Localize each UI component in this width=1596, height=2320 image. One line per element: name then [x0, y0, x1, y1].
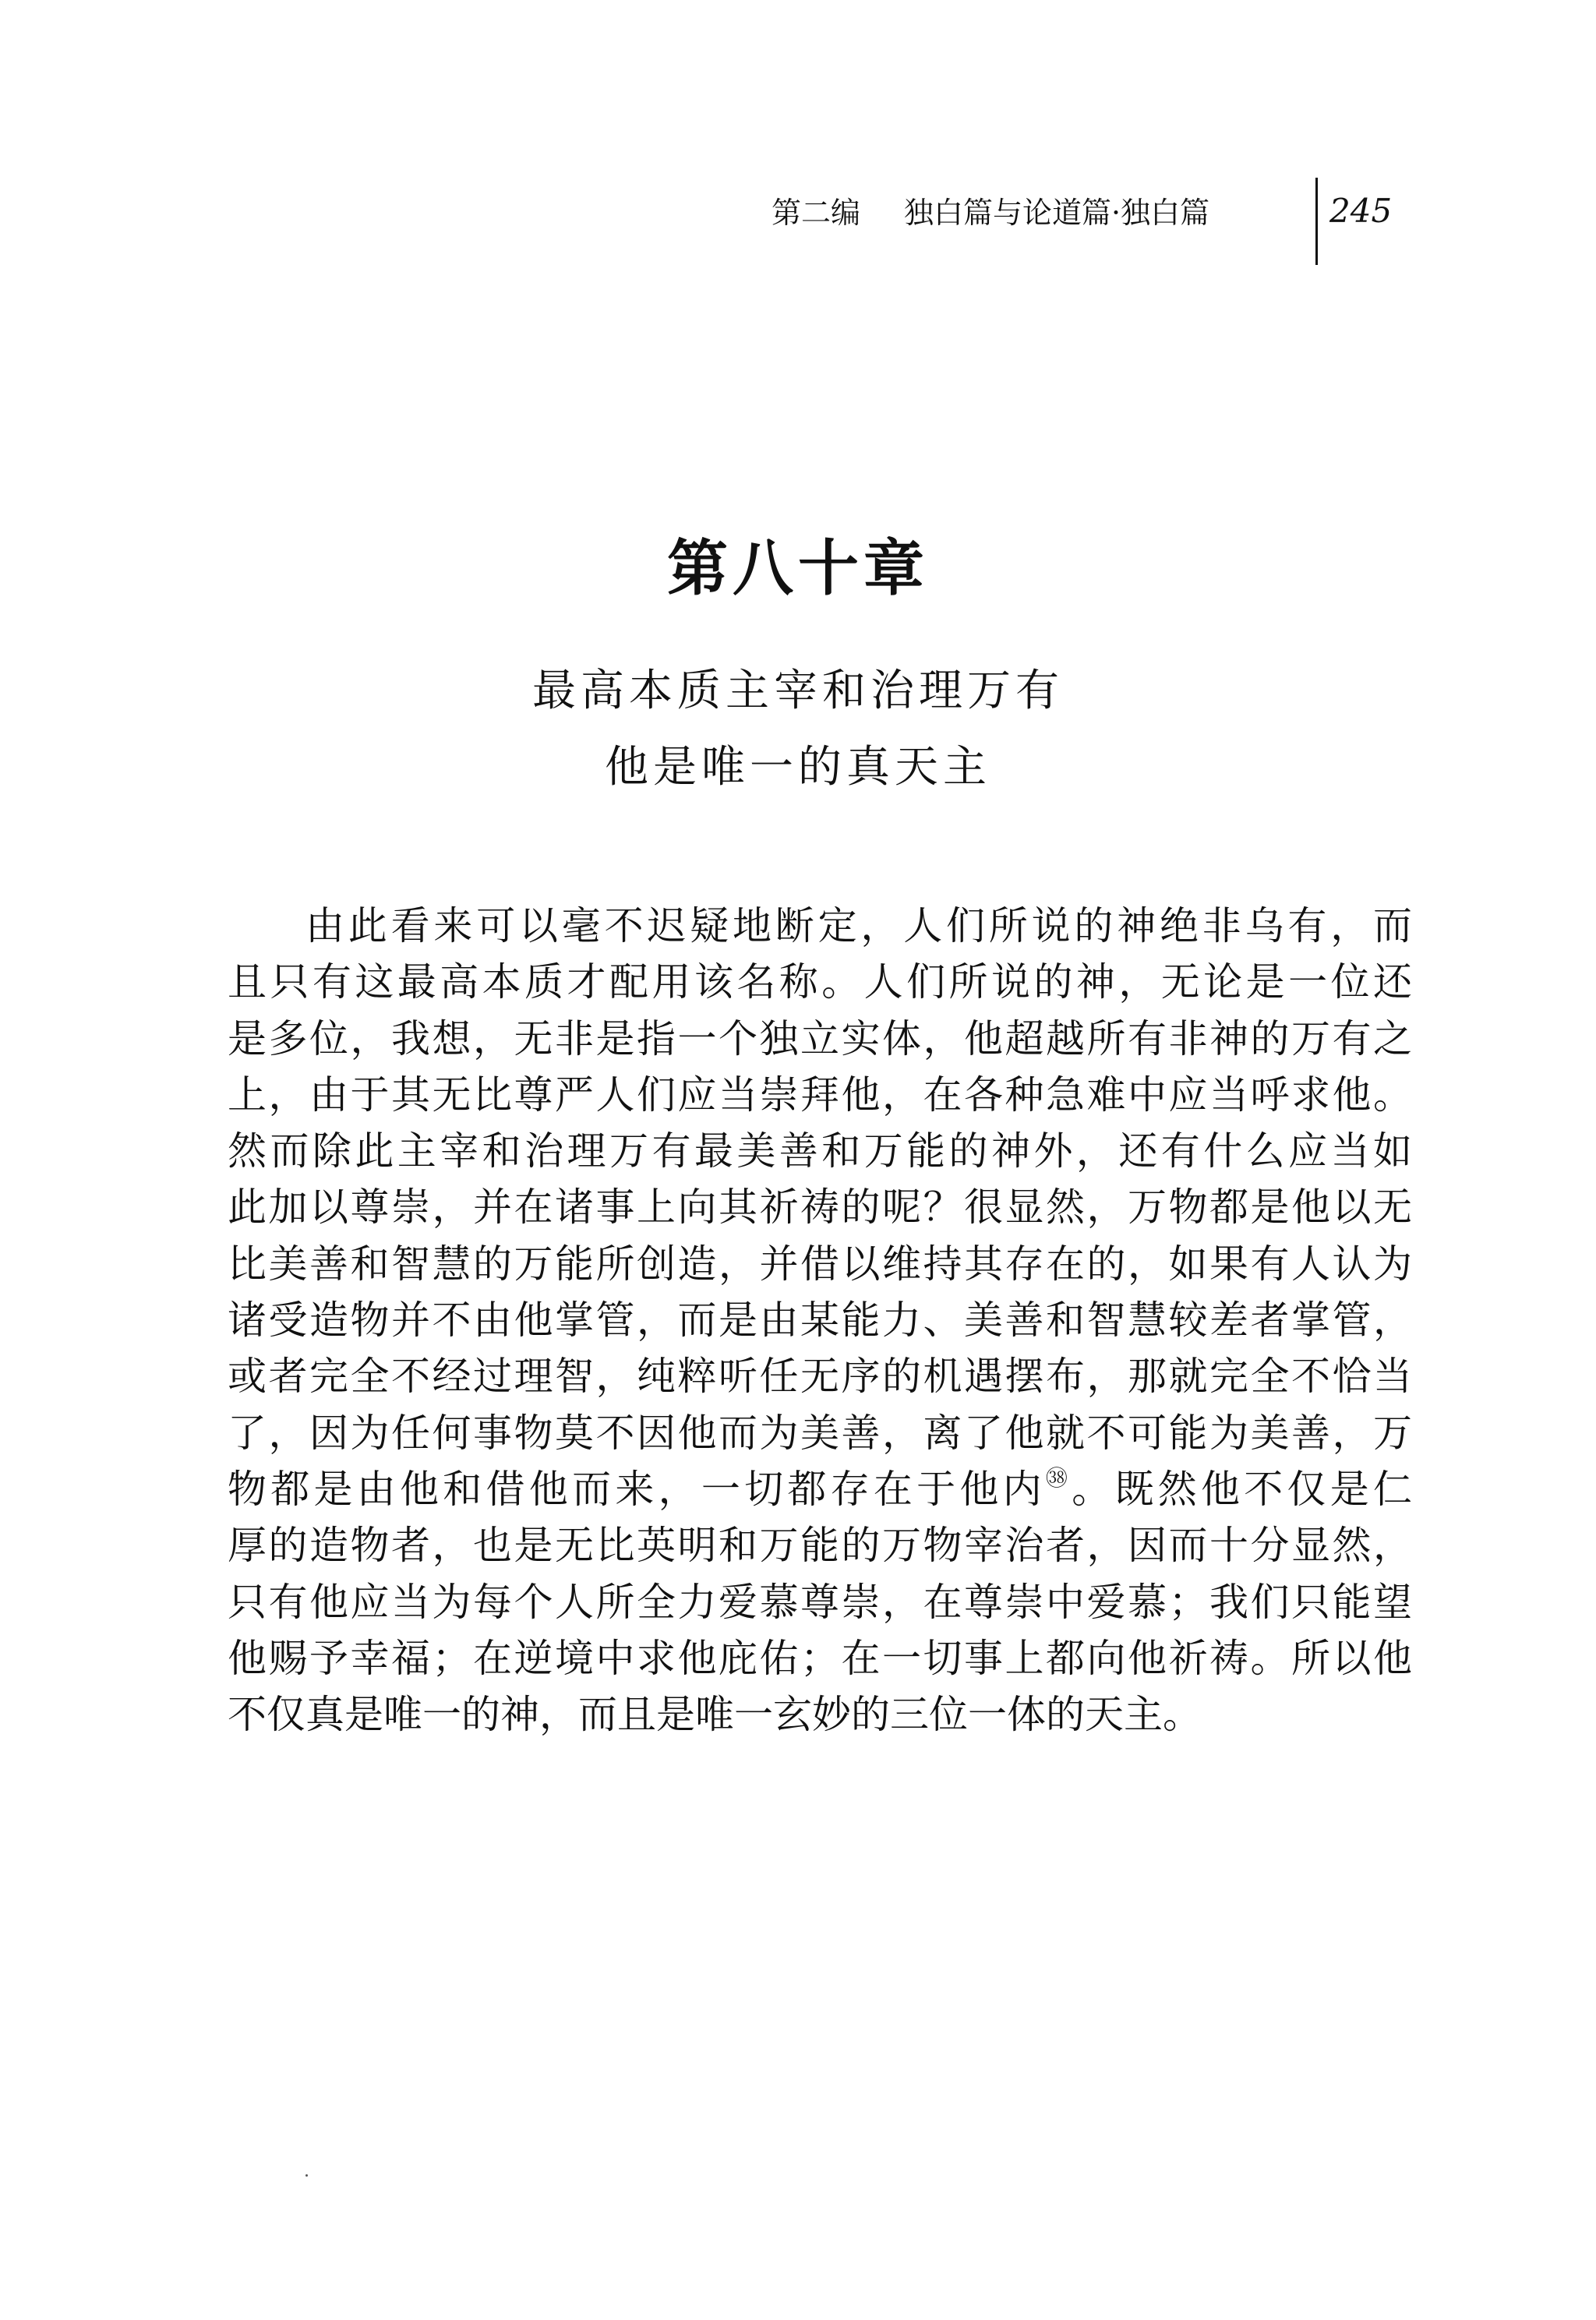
body-line: 厚的造物者，也是无比英明和万能的万物宰治者，因而十分显然， [228, 1523, 1412, 1569]
body-line: 由此看来可以毫不迟疑地断定，人们所说的神绝非乌有，而 [305, 903, 1412, 948]
body-line: 上，由于其无比尊严人们应当崇拜他，在各种急难中应当呼求他。 [228, 1072, 1412, 1118]
body-line: 是多位，我想，无非是指一个独立实体，他超越所有非神的万有之 [228, 1015, 1412, 1061]
page-number: 245 [1329, 192, 1393, 230]
body-line-text: 。既然他不仅是仁 [1072, 1466, 1412, 1512]
body-line: 且只有这最高本质才配用该名称。人们所说的神，无论是一位还 [228, 959, 1412, 1005]
footnote-marker[interactable]: ㊳ [1045, 1464, 1072, 1491]
body-line: 他赐予幸福；在逆境中求他庇佑；在一切事上都向他祈祷。所以他 [228, 1635, 1412, 1681]
chapter-subtitle-line-2: 他是唯一的真天主 [605, 742, 991, 793]
chapter-subtitle-line-1: 最高本质主宰和治理万有 [532, 666, 1064, 716]
body-line: 比美善和智慧的万能所创造，并借以维持其存在的，如果有人认为 [228, 1241, 1412, 1287]
header-section: 独白篇与论道篇·独白篇 [904, 196, 1210, 230]
body-line: 了，因为任何事物莫不因他而为美善，离了他就不可能为美善，万 [228, 1410, 1412, 1456]
body-line: 然而除此主宰和治理万有最美善和万能的神外，还有什么应当如 [228, 1128, 1412, 1174]
chapter-title: 第八十章 [666, 533, 929, 604]
running-header [772, 193, 1317, 232]
body-line: 只有他应当为每个人所全力爱慕尊崇，在尊崇中爱慕；我们只能望 [228, 1579, 1412, 1625]
chapter-body [228, 898, 1412, 1743]
body-line: 或者完全不经过理智，纯粹听任无序的机遇摆布，那就完全不恰当 [228, 1354, 1412, 1400]
scan-speck [305, 2174, 308, 2177]
body-line: 不仅真是唯一的神，而且是唯一玄妙的三位一体的天主。 [228, 1692, 1202, 1738]
body-line-with-note [228, 1461, 1412, 1517]
body-line: 诸受造物并不由他掌管，而是由某能力、美善和智慧较差者掌管， [228, 1298, 1412, 1344]
body-line: 此加以尊崇，并在诸事上向其祈祷的呢？很显然，万物都是他以无 [228, 1185, 1412, 1231]
header-part: 第二编 [772, 196, 861, 230]
body-line-text: 物都是由他和借他而来，一切都存在于他内 [228, 1466, 1046, 1512]
header-divider [1315, 178, 1318, 265]
